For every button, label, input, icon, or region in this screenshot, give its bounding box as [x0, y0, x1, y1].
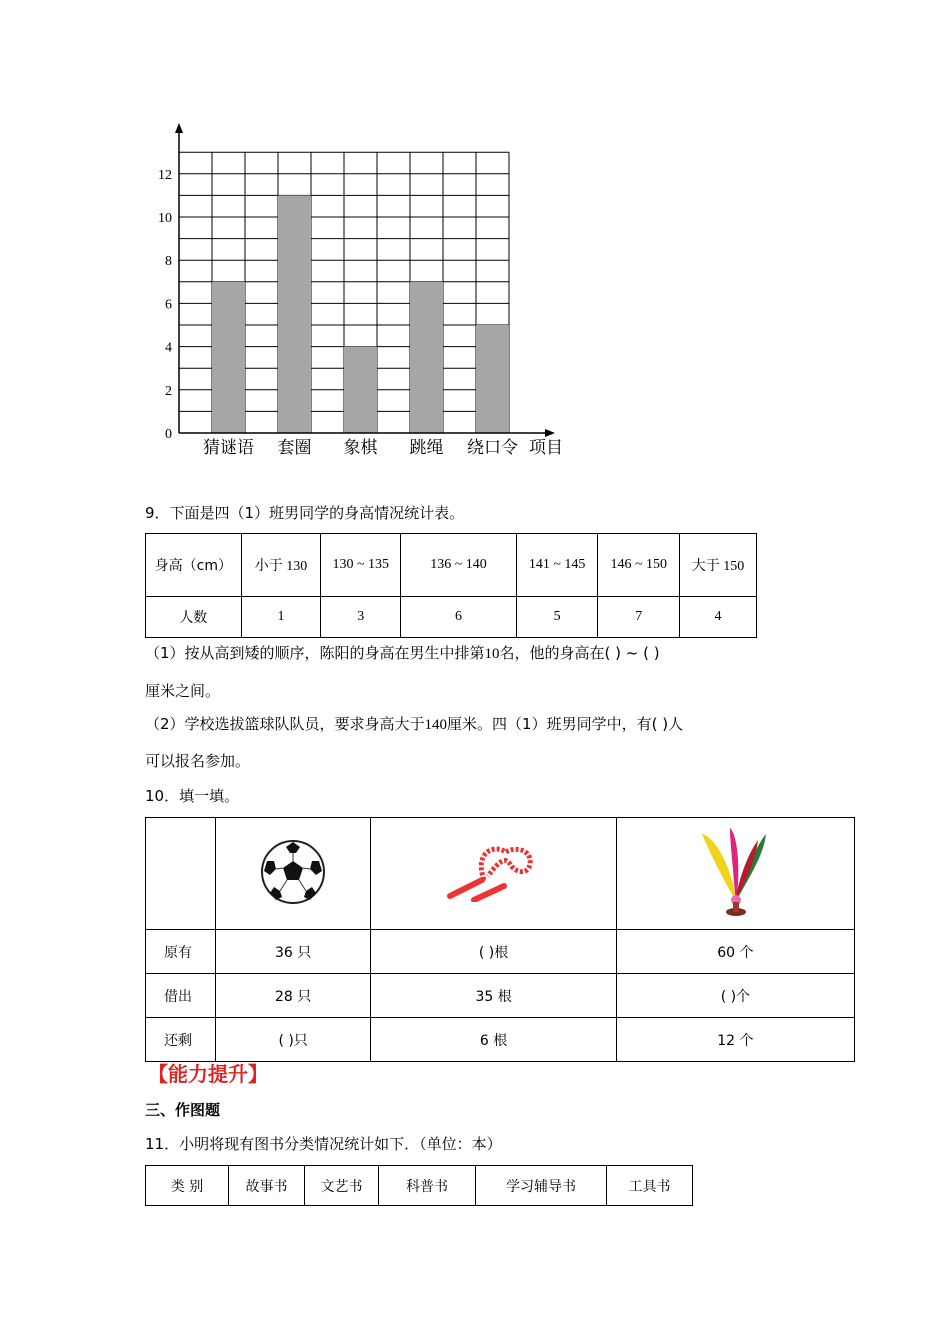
shuttlecock-cell [616, 818, 854, 930]
bar-象棋 [344, 347, 377, 433]
x-category-label: 跳绳 [409, 438, 444, 458]
table-cell: 36 只 [215, 930, 371, 974]
fill-table [145, 817, 855, 1062]
q9-sub2 [145, 713, 683, 734]
answer-blank[interactable]: ( )只 [215, 1018, 371, 1062]
soccer-ball-icon [260, 839, 326, 905]
x-category-labels [203, 438, 518, 458]
q9-sub1-number: 10 [484, 646, 500, 662]
part3-heading: 三、作图题 [145, 1101, 221, 1119]
x-category-label: 绕口令 [467, 438, 518, 458]
x-axis-arrow [545, 429, 555, 437]
jump-rope-icon [444, 842, 544, 902]
count-cell: 3 [321, 597, 401, 638]
header-cell: 小于 130 [241, 534, 321, 597]
table-cell: 12 个 [616, 1018, 854, 1062]
q9-sub1-text: （1）按从高到矮的顺序，陈阳的身高在男生中排第 [145, 644, 485, 662]
q9-sub1 [145, 642, 660, 663]
y-tick-label: 0 [165, 427, 172, 442]
header-cell: 学习辅导书 [476, 1166, 607, 1206]
soccer-cell [215, 818, 371, 930]
x-category-label: 象棋 [343, 438, 378, 458]
count-cell: 5 [516, 597, 598, 638]
bar-跳绳 [410, 282, 443, 433]
bar-绕口令 [476, 325, 509, 433]
header-cell: 工具书 [607, 1166, 693, 1206]
q9-sub2-number: 140 [424, 717, 448, 733]
header-cell: 大于 150 [680, 534, 757, 597]
header-label: 身高（cm） [146, 534, 242, 597]
x-category-label: 猜谜语 [203, 438, 254, 458]
q9-sub2-blank[interactable]: 厘米。四（1）班男同学中，有( )人 [447, 715, 684, 733]
rope-cell [371, 818, 616, 930]
chart-bars [212, 195, 509, 433]
y-tick-label: 4 [165, 340, 172, 356]
y-axis-arrow [175, 123, 183, 133]
y-tick-label: 12 [158, 167, 172, 183]
table-cell: 60 个 [616, 930, 854, 974]
x-category-label: 套圈 [277, 438, 312, 458]
q9-title: 9．下面是四（1）班男同学的身高情况统计表。 [145, 504, 465, 522]
header-cell: 130 ~ 135 [321, 534, 401, 597]
y-tick-label: 6 [165, 297, 172, 313]
y-tick-label: 10 [158, 211, 172, 226]
bar-猜谜语 [212, 282, 245, 433]
y-tick-label: 2 [165, 383, 172, 399]
count-cell: 7 [598, 597, 680, 638]
bar-套圈 [278, 195, 311, 433]
row-label: 还剩 [146, 1018, 216, 1062]
q10-title: 10．填一填。 [145, 787, 240, 805]
header-cell: 146 ~ 150 [598, 534, 680, 597]
q9-sub2-text: （2）学校选拔篮球队队员，要求身高大于 [145, 715, 425, 733]
shuttlecock-icon [700, 824, 770, 920]
q9-sub1-cont: 厘米之间。 [145, 682, 221, 700]
table-cell: 6 根 [371, 1018, 616, 1062]
answer-blank[interactable]: ( )根 [371, 930, 616, 974]
header-cell: 136 ~ 140 [401, 534, 517, 597]
y-tick-label: 8 [165, 254, 172, 270]
header-cell: 科普书 [379, 1166, 476, 1206]
count-cell: 6 [401, 597, 517, 638]
table-cell: 28 只 [215, 974, 371, 1018]
header-cell: 文艺书 [305, 1166, 379, 1206]
row-label: 原有 [146, 930, 216, 974]
header-cell: 141 ~ 145 [516, 534, 598, 597]
q9-sub1-blank[interactable]: 名，他的身高在( ) ~ ( ) [499, 644, 660, 662]
row-label: 人数 [146, 597, 242, 638]
header-cell: 故事书 [229, 1166, 305, 1206]
x-axis-label: 项目 [529, 438, 563, 458]
q9-sub2-cont: 可以报名参加。 [145, 752, 251, 770]
ability-heading: 【能力提升】 [148, 1062, 268, 1086]
y-tick-labels [158, 168, 172, 442]
books-table [145, 1165, 693, 1206]
bar-chart [140, 118, 580, 463]
row-label: 借出 [146, 974, 216, 1018]
table-cell: 35 根 [371, 974, 616, 1018]
answer-blank[interactable]: ( )个 [616, 974, 854, 1018]
q11-title: 11．小明将现有图书分类情况统计如下．（单位：本） [145, 1135, 502, 1153]
count-cell: 4 [680, 597, 757, 638]
header-cell: 类 别 [146, 1166, 229, 1206]
height-table [145, 533, 757, 638]
corner-cell [146, 818, 216, 930]
count-cell: 1 [241, 597, 321, 638]
